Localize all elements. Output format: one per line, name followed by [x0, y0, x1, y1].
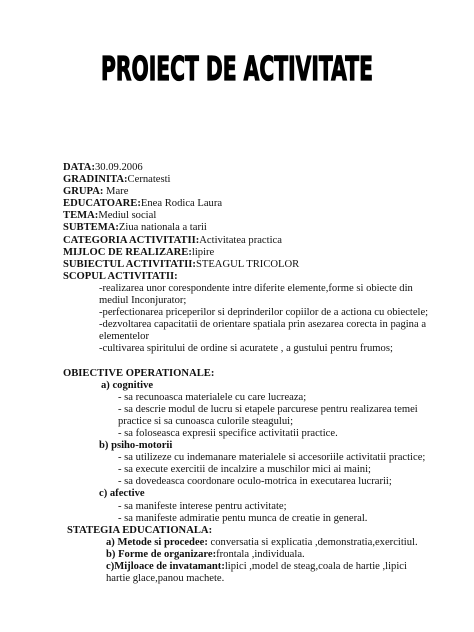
- obiective-a-item: - sa descrie modul de lucru si etapele parcurese pentru realizarea temei: [118, 403, 418, 415]
- scopul-line: -dezvoltarea capacitatii de orientare spatiala prin asezarea corecta in pagina a: [99, 319, 427, 331]
- field-mijloc: [63, 247, 468, 259]
- strategia-b-label: b) Forme de organizare:: [106, 548, 217, 560]
- scopul-line: -realizarea unor corespondente intre diferite elemente,forme si obiecte din: [99, 282, 413, 294]
- mijloc-value: lipire: [191, 246, 215, 258]
- obiective-c-item: - sa manifeste interese pentru activitate;: [118, 500, 287, 512]
- obiective-a-item: - sa foloseasca expresii specifice activitatii practice.: [118, 427, 338, 439]
- field-gradinita: [63, 174, 468, 186]
- obiective-a-item: - sa recunoasca materialele cu care lucreaza;: [118, 391, 307, 403]
- document-title: [0, 38, 474, 94]
- data-label: DATA:: [63, 162, 95, 173]
- subiectul-value: STEAGUL TRICOLOR: [195, 258, 300, 270]
- field-educatoare: [63, 198, 468, 210]
- field-data: [63, 162, 468, 174]
- subiectul-label: SUBIECTUL ACTIVITATII:: [63, 258, 196, 270]
- grupa-label: GRUPA:: [63, 186, 104, 198]
- strategia-heading: STATEGIA EDUCATIONALA:: [67, 524, 213, 536]
- mijloc-label: MIJLOC DE REALIZARE:: [63, 246, 192, 258]
- scopul-line: mediul Inconjurator;: [99, 295, 187, 307]
- scopul-line: elementelor: [99, 331, 149, 343]
- obiective-b-item: - sa utilizeze cu indemanare materialele si accesoriile activitatii practice;: [118, 452, 426, 464]
- obiective-a-item: practice si sa cunoasca culorile steagului;: [118, 415, 294, 427]
- title-wordart: [0, 38, 474, 94]
- title-text: PROIECT DE ACTIVITATE: [101, 49, 373, 88]
- obiective-c-item: - sa manifeste admiratie pentu munca de creatie in general.: [118, 512, 368, 524]
- strategia-c-label: c)Mijloace de invatamant:: [106, 561, 225, 572]
- field-subtema: [63, 222, 468, 234]
- scopul-line: -cultivarea spiritului de ordine si acuratete , a gustului pentru frumos;: [99, 343, 393, 355]
- gradinita-value: Cernatesti: [127, 174, 171, 186]
- field-subiectul: [63, 259, 468, 271]
- document-body: [63, 162, 468, 585]
- field-categoria: [63, 235, 468, 247]
- scopul-line: -perfectionarea priceperilor si deprinderilor copiilor de a actiona cu obiectele;: [99, 307, 429, 319]
- field-grupa: [63, 186, 468, 198]
- strategia-a: [63, 537, 468, 549]
- educatoare-value: Enea Rodica Laura: [140, 198, 223, 210]
- obiective-b-item: - sa dovedeasca coordonare oculo-motrica in executarea lucrarii;: [118, 476, 392, 488]
- scopul-heading: SCOPUL ACTIVITATII:: [63, 270, 178, 282]
- educatoare-label: EDUCATOARE:: [63, 198, 141, 210]
- subtema-value: Ziua nationala a tarii: [118, 222, 207, 234]
- subtema-label: SUBTEMA:: [63, 222, 119, 234]
- tema-label: TEMA:: [63, 210, 99, 222]
- strategia-c-cont: hartie glace,panou machete.: [106, 573, 225, 585]
- strategia-a-value: conversatia si explicatia ,demonstratia,exercitiul.: [207, 536, 418, 548]
- strategia-c: [63, 561, 468, 573]
- data-value: 30.09.2006: [94, 162, 143, 173]
- obiective-c-label: c) afective: [99, 488, 145, 500]
- strategia-b: [63, 549, 468, 561]
- categoria-value: Activitatea practica: [199, 234, 282, 246]
- spacer: [63, 356, 468, 368]
- gradinita-label: GRADINITA:: [63, 174, 128, 186]
- obiective-b-item: - sa execute exercitii de incalzire a muschilor mici ai maini;: [118, 464, 371, 476]
- strategia-a-label: a) Metode si procedee:: [106, 536, 208, 548]
- obiective-heading: OBIECTIVE OPERATIONALE:: [63, 367, 215, 379]
- tema-value: Mediul social: [98, 210, 157, 222]
- strategia-b-value: frontala ,individuala.: [216, 548, 305, 560]
- categoria-label: CATEGORIA ACTIVITATII:: [63, 234, 200, 246]
- obiective-a-label: a) cognitive: [101, 379, 154, 391]
- grupa-value: Mare: [103, 186, 129, 198]
- field-tema: [63, 210, 468, 222]
- obiective-b-label: b) psiho-motorii: [99, 440, 173, 452]
- strategia-c-value: lipici ,model de steag,coala de hartie ,lipici: [224, 561, 407, 572]
